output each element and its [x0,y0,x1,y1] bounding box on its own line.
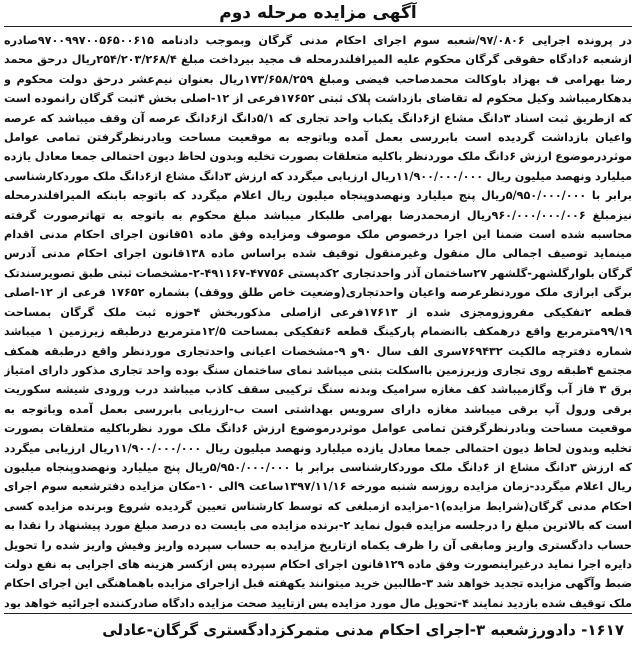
notice-title: آگهی مزایده مرحله دوم [4,0,632,27]
notice-body: در پرونده اجرایی ۹۷/۰۸۰۶/شعبه سوم اجرای احکام مدنی گرگان وبموجب دادنامه ۹۷۰۰۹۹۷۰۰۵۶۵۰۰۶۱۵صادره ازشعبه ۶دادگاه حقوقی گرگان محکوم علیه المیرافلندرمحله ف مجید بیرداخت مبلغ ۲۵۴/۲۰۳/۲۶۸/۴ریال درحق محمد رضا بهرامی ف بهزاد باوکالت محمدصاحب فیضی ومبلغ ۱۷۳/۶۵۸/۲۵۹ریال بعنوان نیم‌عشر درحق دولت محکوم و بدهکارمیباشد وکیل محکوم له تقاضای بازداشت پلاک ثبتی ۱۷۶۵۲فرعی از ۱۲-اصلی بخش ۴ثبت گرگان رانموده است که ازطریق ثبت اسناد ۳دانگ مشاع از۶دانگ یکباب واحد تجاری که ۵/۱دانگ از۶دانگ عرصه آن وقف میباشد که عرصه واعیان بازداشت گردیده است بابررسی بعمل آمده وباتوجه به موقعیت مساحت وبادرنظرگرفتن تمامی عوامل موثردرموضوع ارزش ۶دانگ ملک موردنظر باکلیه متعلقات بصورت تخلیه وبدون لحاظ دیون احتمالی جمعا معادل یازده میلیارد ونهصد میلیون ریال ۱۱/۹۰۰/۰۰۰/۰۰۰ریال ارزیابی میگردد که ارزش ۳دانگ مشاع از۶دانگ ملک موردکارشناسی برابر با ۵/۹۵۰/۰۰۰/۰۰۰ریال پنج میلیارد ونهصدوپنجاه میلیون ریال اعلام میگردد که باتوجه بابنکه المیرافلندرمحله نیزمبلغ ۹۶۰/۰۰۰/۰۰۰/۰۰۶ریال ازمحمدرضا بهرامی طلبکار میباشد مبلغ محکوم به باتوجه به تهاترصورت گرفته محاسبه شده است ضمنا این اجرا درخصوص ملک موصوف ومزایده وفق ماده ۵۱قانون اجرای احکام مدنی اقدام مینماید توصیف اجمالی مال منقول وغیرمنقول توقیف شده براساس ماده ۱۳۸قانون اجرای احکام مدنی آدرس گرگان بلوارگلشهر-گلشهر ۲۷ساختمان آذر واحدتجاری ۲کدپستی ۴۷۷۵۶-۴۹۱۱۶۷-۲-مشخصات ثبتی طبق تصویرسندتک برگی ابرازی ملک موردنظرعرصه واعیان واحدتجاری(وضعیت خاص طلق ووقف) بشماره ۱۷۶۵۲ فرعی از ۱۲-اصلی قطعه ۲تفکیکی مفروزومجزی شده از ۱۷۶۱۳فرعی ازاصلی مذکوربخش ۴حوزه ثبت ملک گرگان بمساحت ۹۹/۱۹مترمربع واقع درهمکف باانضمام پارکینگ قطعه ۶تفکیکی بمساحت ۱۲/۵مترمربع درطبقه زیرزمین ۱ میباشد شماره دفترچه مالکیت ۷۶۹۴۳۲سری الف سال ۹۰و ۹-مشخصات اعیانی واحدتجاری موردنظر واقع درطبقه همکف مجتمع ۴طبقه روی تجاری وزیرزمین بااسکلت بتنی میباشد نمای ساختمان سنگ بوده واحد تجاری مذکور دارای امتیاز برق ۳ فاز آب وگازمیباشد کف مغازه سرامیک وبدنه سنگ ترکیبی سقف کاذب میباشد درب ورودی شیشه سکوریت برقی ورول آپ برقی میباشد مغازه دارای سرویس بهداشتی است ب-ارزیابی بابررسی بعمل آمده وباتوجه به موقعیت مساحت وبادرنظرگرفتن تمامی عوامل موثردرموضوع ارزش ۶دانگ ملک مورد نظرباکلیه متعلقات بصورت تخلیه وبدون لحاظ دیون احتمالی جمعا معادل یازده میلیارد ونهصد میلیون ریال ۱۱/۹۰۰/۰۰۰/۰۰۰ریال ارزیابی میگردد که ارزش ۳دانگ مشاع از ۶دانگ ملک موردکارشناسی برابر با ۵/۹۵۰/۰۰۰/۰۰۰ریال پنج میلیارد ونهصدوپنجاه میلیون ریال اعلام میگردد-زمان مزایده روزسه شنبه مورخه ۱۳۹۷/۱۱/۱۶ساعت ۹الی ۱۰-مکان مزایده دفترشعبه سوم اجرای احکام مدنی گرگان(شرایط مزایده)۱-مزایده ازمبلغی که توسط کارشناس تعیین گردیده شروع وبرنده مزایده کسی است که بالاترین مبلغ را درجلسه مزایده قبول نماید ۲-برنده مزایده می بایست ده درصد مبلغ مورد پیشنهاد را نقدا به حساب دادگستری واریز ومابقی آن را ظرف یکماه ازتاریخ مزایده به حساب سپرده واریز وفیش واریز شده را تحویل دایره اجرا نماید درغیراینصورت وفق ماده ۱۲۹قانون اجرای احکام سپرده پس ازکسر هزینه های اجرایی به نفع دولت ضبط وآگهی مزایده تجدید خواهد شد ۳-طالبین خرید میتوانند یکهفته قبل ازاجرای مزایده باهماهنگی این اجرای احکام ملک توقیف شده بازدید نمایند ۴-تحویل مال مورد مزایده پس ازتایید صحت مزایده دادگاه صادرکننده اجرائیه خواهد بود [4,34,632,609]
notice-footer: ۱۶۱۷- دادورزشعبه ۳-اجرای احکام مدنی متمرکزدادگستری گرگان-عادلی [102,621,624,639]
